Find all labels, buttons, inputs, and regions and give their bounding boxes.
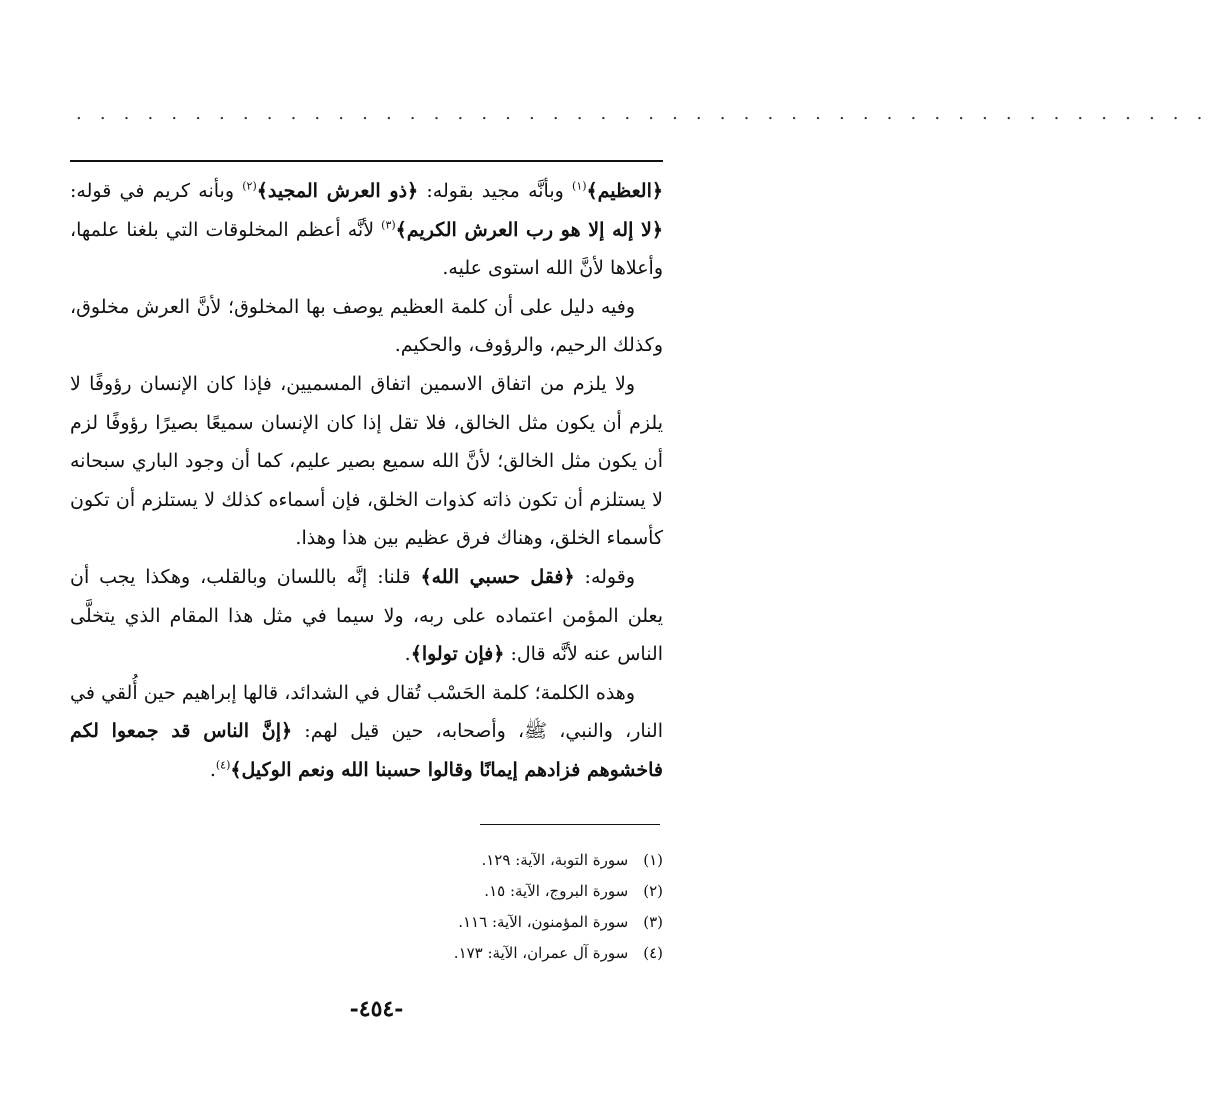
paragraph-text: . (209, 758, 216, 781)
paragraph-5 (70, 674, 663, 790)
footnote-number: (٢) (643, 882, 663, 900)
footnote-number: (٣) (643, 913, 663, 931)
footnotes (300, 845, 663, 969)
footnote-text: سورة البروج، الآية: ١٥. (484, 882, 629, 900)
paragraph-text: وبأنَّه مجيد بقوله: (418, 180, 573, 202)
decorative-dotted-line: . . . . . . . . . . . . . . . . . . . . . . . . . . . . . . . . . . . . . . . . . . . . . . . . (76, 103, 1209, 124)
footnote-item (300, 907, 663, 938)
footnote-ref[interactable]: (١) (572, 179, 587, 193)
paragraph-text: وهذه الكلمة؛ كلمة الحَسْب تُقال في الشدائد، قالها إبراهيم حين أُلقي في النار، والنبي، ﷺ، وأصحابه، حين قيل لهم: (70, 681, 663, 743)
footnote-text: سورة آل عمران، الآية: ١٧٣. (453, 944, 629, 962)
footnote-text: سورة التوبة، الآية: ١٢٩. (481, 851, 629, 869)
paragraph-3: ولا يلزم من اتفاق الاسمين اتفاق المسميين، فإذا كان الإنسان رؤوفًا لا يلزم أن يكون مثل الخالق، فلا تقل إذا كان الإنسان سميعًا بصيرًا رؤوفًا لزم أن يكون مثل الخالق؛ لأنَّ الله سميع بصير عليم، كما أن وجود الباري سبحانه لا يستلزم أن تكون ذاته كذوات الخلق، فإن أسماءه كذلك لا يستلزم أن تكون كأسماء الخلق، وهناك فرق عظيم بين هذا وهذا. (70, 372, 663, 550)
paragraph-2: وفيه دليل على أن كلمة العظيم يوصف بها المخلوق؛ لأنَّ العرش مخلوق، وكذلك الرحيم، والرؤوف، والحكيم. (70, 295, 663, 357)
paragraph-text: وبأنه كريم في قوله: (70, 180, 243, 202)
footnote-text: سورة المؤمنون، الآية: ١١٦. (458, 913, 629, 931)
footnote-rule (480, 824, 660, 825)
quran-quote: ﴿إنَّ الناس قد جمعوا لكم فاخشوهم فزادهم إيمانًا وقالوا حسبنا الله ونعم الوكيل﴾ (70, 720, 663, 781)
quran-quote: ﴿فقل حسبي الله﴾ (420, 565, 575, 588)
paragraph-1 (70, 172, 663, 288)
footnote-ref[interactable]: (٤) (215, 758, 231, 772)
page-number: -٤٥٤- (349, 996, 404, 1022)
quran-quote: ﴿العظيم﴾ (586, 180, 663, 202)
quran-quote: ﴿ذو العرش المجيد﴾ (256, 180, 419, 202)
paragraph-text: لأنَّه أعظم المخلوقات التي بلغنا علمها، وأعلاها لأنَّ الله استوى عليه. (70, 218, 663, 280)
quran-quote: ﴿لا إله إلا هو رب العرش الكريم﴾ (395, 218, 663, 241)
footnote-ref[interactable]: (٣) (381, 218, 396, 232)
paragraph-text: وقوله: (574, 565, 635, 588)
main-text (70, 172, 663, 790)
header-rule (70, 160, 663, 162)
footnote-item (300, 845, 663, 876)
footnote-number: (٤) (643, 944, 663, 962)
paragraph-4 (70, 558, 663, 674)
footnote-item (300, 938, 663, 969)
quran-quote: ﴿فإن تولوا﴾ (410, 643, 505, 666)
paragraph-text: قلنا: إنَّه باللسان وبالقلب، وهكذا يجب أن يعلن المؤمن اعتماده على ربه، ولا سيما في مثل هذا المقام الذي يتخلَّى الناس عنه لأنَّه قال: (70, 565, 663, 666)
footnote-item (300, 876, 663, 907)
footnote-ref[interactable]: (٢) (242, 179, 257, 193)
footnote-number: (١) (643, 851, 663, 869)
paragraph-text: . (404, 643, 411, 666)
